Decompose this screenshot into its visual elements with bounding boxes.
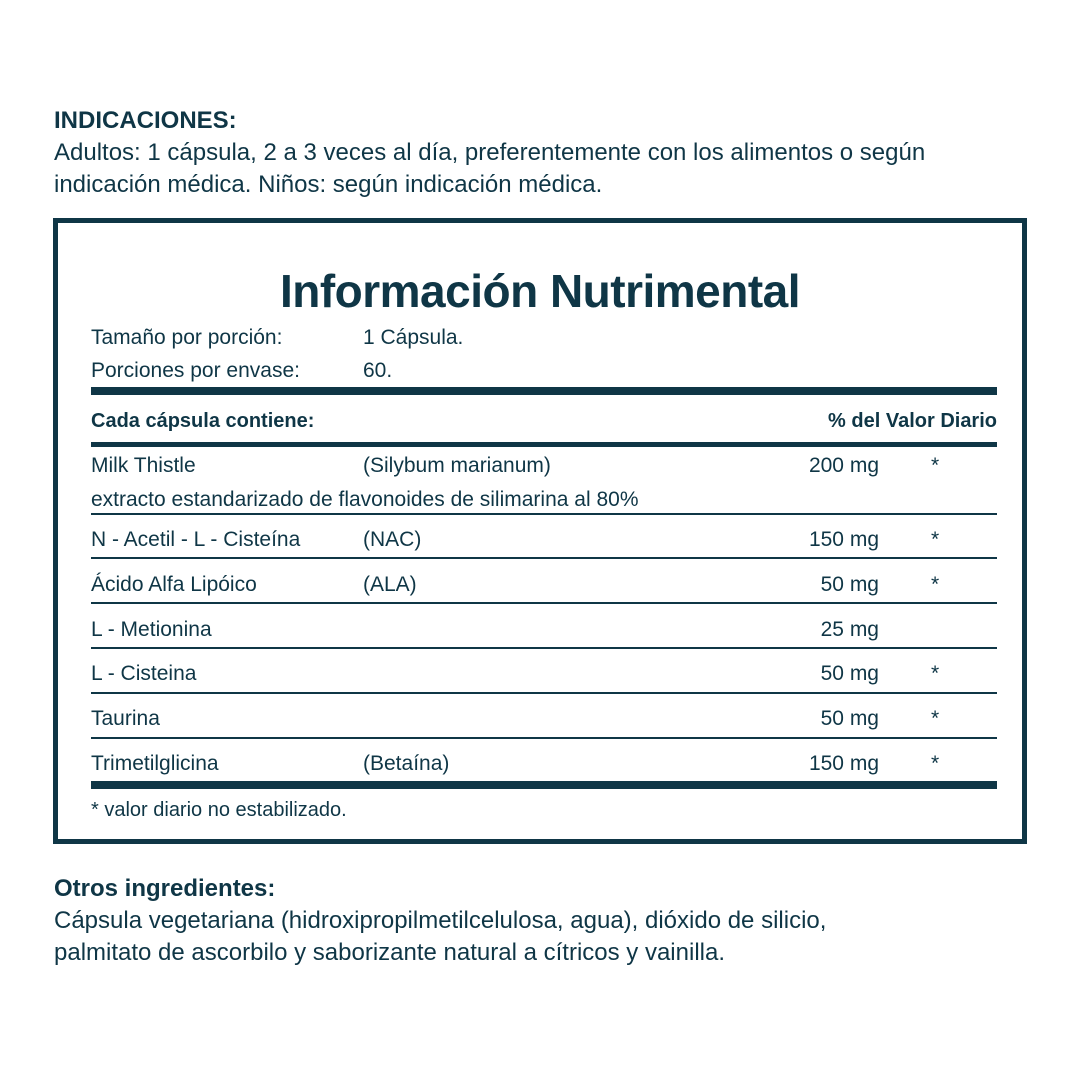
row-divider xyxy=(91,737,997,739)
serving-size-label: Tamaño por porción: xyxy=(91,326,283,349)
thick-divider-top xyxy=(91,387,997,395)
ingredient-name: Taurina xyxy=(91,707,160,730)
serving-size-value: 1 Cápsula. xyxy=(363,326,464,349)
row-divider xyxy=(91,647,997,649)
row-divider xyxy=(91,602,997,604)
ingredient-description: extracto estandarizado de flavonoides de silimarina al 80% xyxy=(91,488,639,511)
indications-line-1: Adultos: 1 cápsula, 2 a 3 veces al día, preferentemente con los alimentos o según xyxy=(54,139,926,166)
daily-value: * xyxy=(931,707,940,730)
ingredient-amount: 25 mg xyxy=(820,618,879,641)
serving-size-row xyxy=(91,324,464,352)
row-divider xyxy=(91,513,997,515)
thick-divider-bottom xyxy=(91,781,997,789)
header-right: % del Valor Diario xyxy=(828,410,997,432)
row-divider xyxy=(91,692,997,694)
ingredient-name: L - Metionina xyxy=(91,618,212,641)
panel-title: Información Nutrimental xyxy=(279,265,801,317)
header-left: Cada cápsula contiene: xyxy=(91,410,315,432)
servings-value: 60. xyxy=(363,359,393,382)
daily-value: * xyxy=(931,752,940,775)
other-ingredients-line-2: palmitato de ascorbilo y saborizante natural a cítricos y vainilla. xyxy=(54,939,725,966)
ingredient-amount: 150 mg xyxy=(808,528,879,551)
ingredient-alias: (ALA) xyxy=(363,573,417,596)
ingredient-amount: 50 mg xyxy=(820,707,879,730)
servings-per-container-row xyxy=(91,357,393,385)
footnote: * valor diario no estabilizado. xyxy=(91,799,347,821)
ingredient-name: N - Acetil - L - Cisteína xyxy=(91,528,301,551)
nutrition-facts-panel xyxy=(53,218,1027,844)
servings-label: Porciones por envase: xyxy=(91,359,300,382)
ingredient-alias: (Silybum marianum) xyxy=(363,454,551,477)
ingredient-alias: (NAC) xyxy=(363,528,422,551)
other-ingredients-heading: Otros ingredientes: xyxy=(54,875,276,902)
daily-value: * xyxy=(931,573,940,596)
ingredient-name: Trimetilglicina xyxy=(91,752,219,775)
table-header xyxy=(91,407,997,435)
indications-line-2: indicación médica. Niños: según indicación médica. xyxy=(54,171,603,198)
indications-section xyxy=(54,105,1044,201)
ingredient-amount: 200 mg xyxy=(808,454,879,477)
header-divider xyxy=(91,442,997,447)
ingredient-name: Ácido Alfa Lipóico xyxy=(91,573,257,596)
ingredient-name: Milk Thistle xyxy=(91,454,196,477)
other-ingredients-line-1: Cápsula vegetariana (hidroxipropilmetilcelulosa, agua), dióxido de silicio, xyxy=(54,907,827,934)
other-ingredients-section xyxy=(54,873,1044,969)
indications-heading: INDICACIONES: xyxy=(54,107,237,134)
ingredient-amount: 50 mg xyxy=(820,662,879,685)
ingredient-amount: 50 mg xyxy=(820,573,879,596)
row-divider xyxy=(91,557,997,559)
ingredient-alias: (Betaína) xyxy=(363,752,450,775)
daily-value: * xyxy=(931,528,940,551)
ingredient-name: L - Cisteina xyxy=(91,662,197,685)
daily-value: * xyxy=(931,662,940,685)
daily-value: * xyxy=(931,454,940,477)
ingredient-amount: 150 mg xyxy=(808,752,879,775)
